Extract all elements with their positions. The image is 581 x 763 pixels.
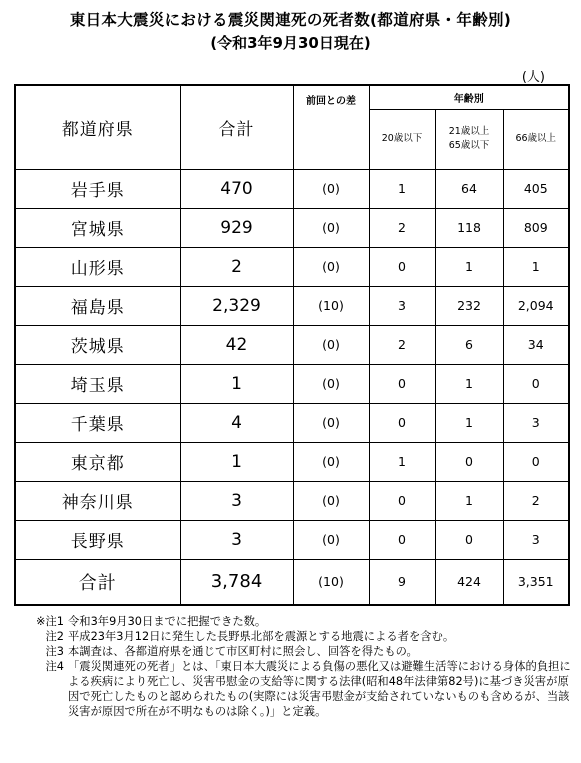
deaths-table xyxy=(14,84,570,606)
row-total: 470 xyxy=(180,169,293,208)
row-diff: (0) xyxy=(293,442,369,481)
summary-total: 3,784 xyxy=(180,559,293,605)
row-diff: (0) xyxy=(293,403,369,442)
row-diff: (0) xyxy=(293,325,369,364)
footnotes xyxy=(14,614,574,719)
row-age-under20: 2 xyxy=(369,325,435,364)
table-row xyxy=(15,286,569,325)
footnote-tag: ※注1 xyxy=(36,615,64,628)
row-prefecture: 千葉県 xyxy=(15,403,180,442)
row-age-under20: 0 xyxy=(369,520,435,559)
table-row xyxy=(15,403,569,442)
row-age-66plus: 2 xyxy=(503,481,569,520)
unit-label: (人) xyxy=(521,70,545,85)
row-age-66plus: 3 xyxy=(503,403,569,442)
footnote-tag: 注2 xyxy=(45,630,64,643)
row-age-21-65: 1 xyxy=(435,481,503,520)
row-age-under20: 0 xyxy=(369,403,435,442)
table-row xyxy=(15,364,569,403)
header-age-under20: 20歳以下 xyxy=(369,109,435,169)
table-row xyxy=(15,208,569,247)
row-age-66plus: 34 xyxy=(503,325,569,364)
table-row xyxy=(15,481,569,520)
row-age-66plus: 2,094 xyxy=(503,286,569,325)
row-age-21-65: 1 xyxy=(435,403,503,442)
row-age-66plus: 405 xyxy=(503,169,569,208)
row-prefecture: 茨城県 xyxy=(15,325,180,364)
row-total: 42 xyxy=(180,325,293,364)
row-age-21-65: 1 xyxy=(435,364,503,403)
footnote-text: 「震災関連死の死者」とは、「東日本大震災による負傷の悪化又は避難生活等における身体的負担による疾病により死亡し、災害弔慰金の支給等に関する法律(昭和48年法律第82号)に基づき災害が原因で死亡したものと認められたもの(実際には災害弔慰金が支給されていないものも含めるが、当該災害が原因で所在が不明なものは除く。)」と定義。 xyxy=(68,660,571,718)
row-total: 4 xyxy=(180,403,293,442)
row-prefecture: 東京都 xyxy=(15,442,180,481)
row-prefecture: 宮城県 xyxy=(15,208,180,247)
row-total: 929 xyxy=(180,208,293,247)
table-row xyxy=(15,325,569,364)
row-prefecture: 長野県 xyxy=(15,520,180,559)
page-title: 東日本大震災における震災関連死の死者数(都道府県・年齢別) xyxy=(69,11,512,29)
row-prefecture: 神奈川県 xyxy=(15,481,180,520)
summary-diff: (10) xyxy=(293,559,369,605)
footnote-tag: 注3 xyxy=(45,645,64,658)
row-prefecture: 福島県 xyxy=(15,286,180,325)
footnote xyxy=(14,629,574,644)
row-total: 3 xyxy=(180,520,293,559)
page-subtitle: (令和3年9月30日現在) xyxy=(210,34,371,52)
header-age-21-65-line2: 65歳以下 xyxy=(448,140,490,151)
row-total: 1 xyxy=(180,364,293,403)
table-row xyxy=(15,169,569,208)
row-age-under20: 2 xyxy=(369,208,435,247)
row-total: 1 xyxy=(180,442,293,481)
footnote-tag: 注4 xyxy=(45,660,64,673)
summary-age-under20: 9 xyxy=(369,559,435,605)
row-total: 2 xyxy=(180,247,293,286)
row-age-21-65: 6 xyxy=(435,325,503,364)
row-age-66plus: 0 xyxy=(503,442,569,481)
header-diff: 前回との差 xyxy=(293,85,369,169)
footnote xyxy=(14,659,574,719)
footnote xyxy=(14,644,574,659)
row-prefecture: 岩手県 xyxy=(15,169,180,208)
row-age-under20: 0 xyxy=(369,364,435,403)
summary-age-21-65: 424 xyxy=(435,559,503,605)
footnote-text: 本調査は、各都道府県を通じて市区町村に照会し、回答を得たもの。 xyxy=(68,645,418,658)
row-diff: (0) xyxy=(293,247,369,286)
row-age-21-65: 232 xyxy=(435,286,503,325)
row-prefecture: 山形県 xyxy=(15,247,180,286)
row-age-21-65: 0 xyxy=(435,442,503,481)
header-age-group: 年齢別 xyxy=(369,85,569,109)
footnote-text: 令和3年9月30日までに把握できた数。 xyxy=(68,615,267,628)
row-age-under20: 0 xyxy=(369,481,435,520)
row-age-66plus: 1 xyxy=(503,247,569,286)
row-age-21-65: 64 xyxy=(435,169,503,208)
table-row xyxy=(15,442,569,481)
header-age-66plus: 66歳以上 xyxy=(503,109,569,169)
table-row xyxy=(15,520,569,559)
row-diff: (0) xyxy=(293,364,369,403)
row-age-under20: 1 xyxy=(369,169,435,208)
header-age-21-65 xyxy=(435,109,503,169)
row-diff: (10) xyxy=(293,286,369,325)
summary-age-66plus: 3,351 xyxy=(503,559,569,605)
row-diff: (0) xyxy=(293,208,369,247)
row-diff: (0) xyxy=(293,520,369,559)
row-age-21-65: 118 xyxy=(435,208,503,247)
row-age-under20: 1 xyxy=(369,442,435,481)
header-total: 合計 xyxy=(180,85,293,169)
row-total: 2,329 xyxy=(180,286,293,325)
row-age-66plus: 0 xyxy=(503,364,569,403)
row-age-21-65: 1 xyxy=(435,247,503,286)
row-age-under20: 3 xyxy=(369,286,435,325)
row-total: 3 xyxy=(180,481,293,520)
row-age-21-65: 0 xyxy=(435,520,503,559)
footnote-text: 平成23年3月12日に発生した長野県北部を震源とする地震による者を含む。 xyxy=(68,630,455,643)
footnote xyxy=(14,614,574,629)
summary-row xyxy=(15,559,569,605)
row-age-under20: 0 xyxy=(369,247,435,286)
row-prefecture: 埼玉県 xyxy=(15,364,180,403)
summary-label: 合計 xyxy=(15,559,180,605)
row-age-66plus: 3 xyxy=(503,520,569,559)
row-age-66plus: 809 xyxy=(503,208,569,247)
header-age-21-65-line1: 21歳以上 xyxy=(448,126,490,137)
table-row xyxy=(15,247,569,286)
row-diff: (0) xyxy=(293,169,369,208)
header-prefecture: 都道府県 xyxy=(15,85,180,169)
row-diff: (0) xyxy=(293,481,369,520)
